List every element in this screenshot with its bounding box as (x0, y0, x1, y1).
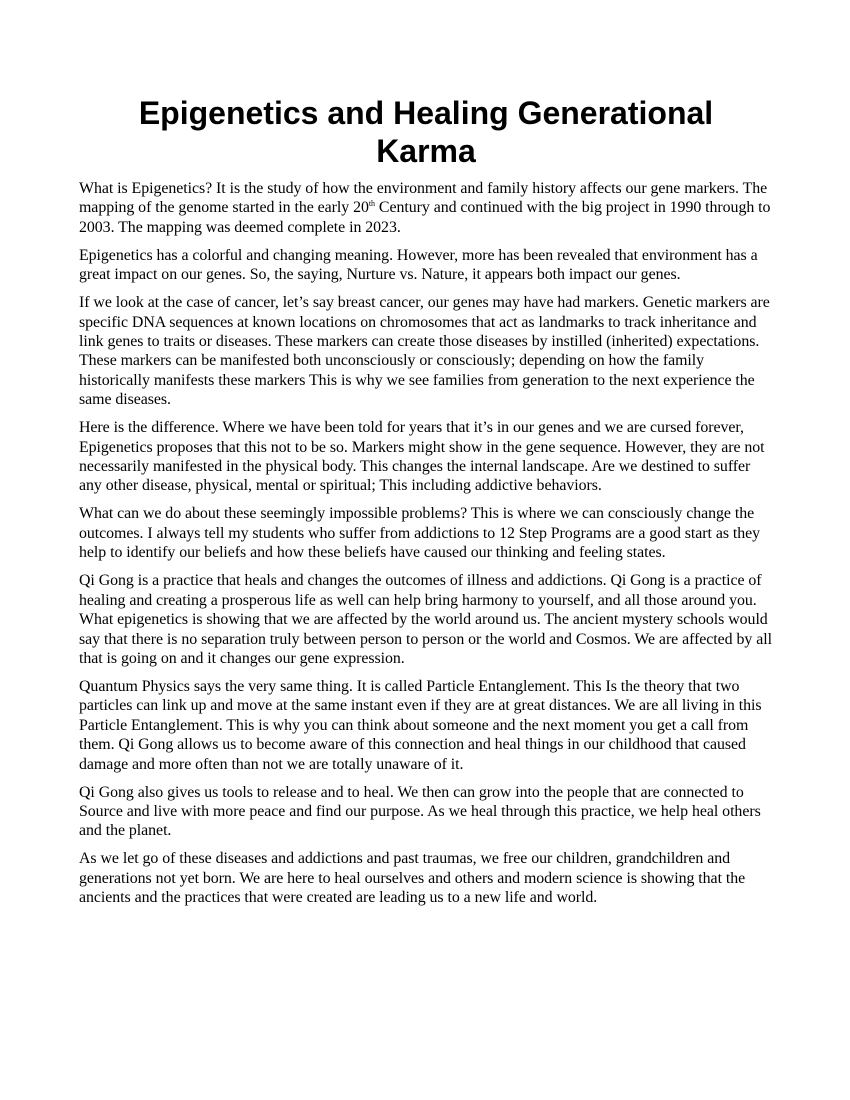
paragraph-intro (79, 179, 773, 237)
paragraph-qi-gong-tools: Qi Gong also gives us tools to release and to heal. We then can grow into the people that are connected to Source and live with more peace and find our purpose. As we heal through this practice, we help heal others and the planet. (79, 783, 761, 840)
paragraph-letting-go: As we let go of these diseases and addictions and past traumas, we free our children, grandchildren and generations not yet born. We are here to heal ourselves and others and modern science is showing that the ancients and the practices that were created are leading us to a new life and world. (79, 850, 746, 907)
paragraph-epigenetics-meaning: Epigenetics has a colorful and changing meaning. However, more has been revealed that environment has a great impact on our genes. So, the saying, Nurture vs. Nature, it appears both impact our genes. (79, 246, 758, 284)
document-page (79, 94, 773, 916)
document-title (79, 94, 773, 170)
intro-text-end: Century and continued with the big project in 1990 through to 2003. The mapping was deemed complete in 2023. (79, 199, 771, 236)
title-line-2: Karma (376, 133, 476, 169)
title-line-1: Epigenetics and Healing Generational (138, 95, 714, 131)
paragraph-what-can-we-do: What can we do about these seemingly impossible problems? This is where we can consciously change the outcomes. I always tell my students who suffer from addictions to 12 Step Programs are a good start as they help to identify our beliefs and how these beliefs have caused our thinking and feeling states. (79, 505, 761, 562)
ordinal-superscript: th (368, 199, 375, 209)
paragraph-difference: Here is the difference. Where we have been told for years that it’s in our genes and we are cursed forever, Epigenetics proposes that this not to be so. Markers might show in the gene sequence. However, they are not necessarily manifested in the physical body. This changes the internal landscape. Are we destined to suffer any other disease, physical, mental or spiritual; This including addictive behaviors. (79, 419, 765, 495)
intro-text-start: What is Epigenetics? It is the study of how the environment and family history affects our gene markers. The mapping of the genome started in the early 20 (79, 180, 768, 217)
paragraph-quantum-physics: Quantum Physics says the very same thing. It is called Particle Entanglement. This Is the theory that two particles can link up and move at the same instant even if they are at great distances. We are all living in this Particle Entanglement. This is why you can think about someone and the next moment you get a call from them. Qi Gong allows us to become aware of this connection and heal things in our childhood that caused damage and more often than not we are totally unaware of it. (79, 677, 762, 773)
paragraph-cancer-markers: If we look at the case of cancer, let’s say breast cancer, our genes may have had markers. Genetic markers are specific DNA sequences at known locations on chromosomes that act as landmarks to track inheritance and link genes to traits or diseases. These markers can create those diseases by instilled (inherited) expectations. These markers can be manifested both unconsciously or consciously; depending on how the family historically manifests these markers This is why we see families from generation to the next experience the same diseases. (79, 294, 770, 409)
paragraph-qi-gong-practice: Qi Gong is a practice that heals and changes the outcomes of illness and addictions. Qi Gong is a practice of healing and creating a prosperous life as well can help bring harmony to yourself, and all those around you. What epigenetics is showing that we are affected by the world around us. The ancient mystery schools would say that there is no separation truly between person to person or the world and Cosmos. We are affected by all that is going on and it changes our gene expression. (79, 572, 772, 667)
